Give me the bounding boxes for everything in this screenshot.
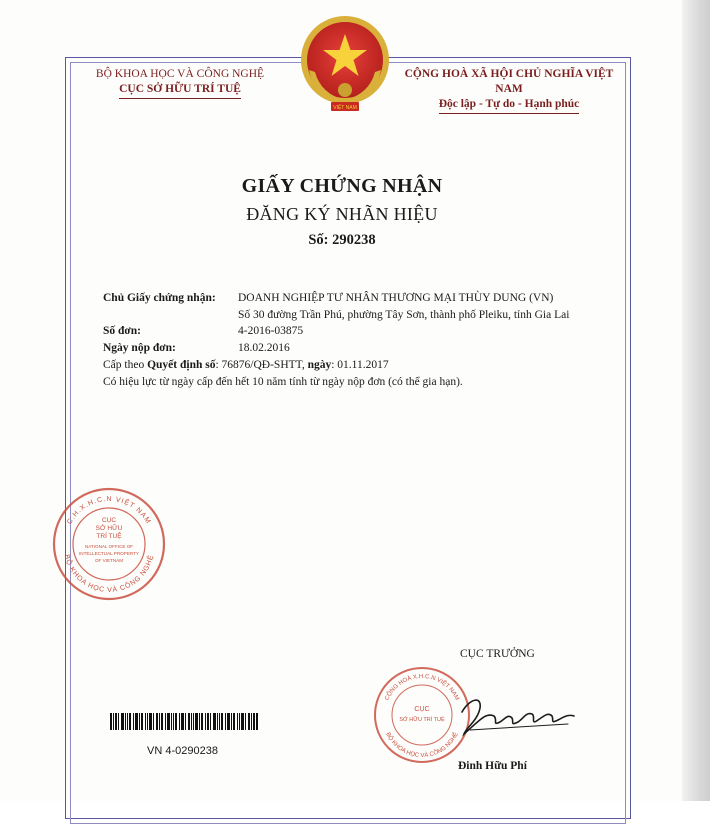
seal-left-center-3: TRÍ TUỆ: [96, 533, 122, 540]
seal-right-bottom-text: BỘ KHOA HỌC VÀ CÔNG NGHỆ: [384, 731, 460, 760]
decision-date-label: ngày: [307, 359, 332, 371]
decision-label: Quyết định số: [147, 359, 216, 371]
national-emblem-icon: [295, 10, 395, 118]
document-title: GIẤY CHỨNG NHẬN: [241, 175, 443, 197]
country-name: CỘNG HOÀ XÃ HỘI CHỦ NGHĨA VIỆT NAM: [404, 68, 614, 95]
barcode-icon: [110, 713, 258, 730]
handwritten-signature-icon: [440, 690, 580, 740]
seal-left-bottom-text: BỘ KHOA HỌC VÀ CÔNG NGHỆ: [62, 553, 156, 595]
national-heading: [393, 67, 625, 114]
decision-line: [103, 359, 389, 371]
seal-right-top-text: CỘNG HOÀ X.H.C.N VIỆT NAM: [384, 673, 460, 702]
certificate-number: Số: 290238: [308, 232, 376, 248]
issuing-authority: [85, 67, 275, 99]
seal-left-en-1: NATIONAL OFFICE OF: [84, 544, 134, 549]
filing-date-value: 18.02.2016: [238, 342, 290, 354]
seal-right-center-1: CỤC: [414, 706, 430, 713]
document-subtitle: ĐĂNG KÝ NHÃN HIỆU: [246, 204, 438, 224]
page-edge-shadow: [682, 0, 710, 801]
application-number-value: 4-2016-03875: [238, 325, 304, 337]
seal-left-top-text: C.H.X.H.C.N VIỆT NAM: [66, 495, 152, 526]
national-motto: Độc lập - Tự do - Hạnh phúc: [439, 97, 580, 114]
office-name: CỤC SỞ HỮU TRÍ TUỆ: [119, 82, 241, 99]
seal-left-center-1: CỤC: [101, 517, 117, 524]
signatory-name: Đinh Hữu Phí: [458, 760, 527, 772]
holder-address: Số 30 đường Trần Phú, phường Tây Sơn, thành phố Pleiku, tỉnh Gia Lai: [238, 309, 570, 321]
barcode-number: VN 4-0290238: [147, 745, 218, 757]
decision-number: : 76876/QĐ-SHTT,: [215, 359, 308, 371]
holder-label: Chủ Giấy chứng nhận:: [103, 292, 216, 304]
seal-left-center-2: SỞ HỮU: [95, 525, 123, 532]
decision-prefix: Cấp theo: [103, 359, 148, 371]
office-seal-icon: [50, 485, 168, 603]
holder-name: DOANH NGHIỆP TƯ NHÂN THƯƠNG MẠI THÙY DUNG (VN): [238, 292, 554, 304]
decision-date: : 01.11.2017: [331, 359, 389, 371]
seal-right-center-2: SỞ HỮU TRÍ TUỆ: [399, 717, 445, 723]
ministry-name: BỘ KHOA HỌC VÀ CÔNG NGHỆ: [95, 68, 265, 80]
application-number-label: Số đơn:: [103, 325, 142, 337]
signatory-title: CỤC TRƯỞNG: [460, 648, 535, 660]
filing-date-label: Ngày nộp đơn:: [103, 342, 176, 354]
validity-statement: Có hiệu lực từ ngày cấp đến hết 10 năm tính từ ngày nộp đơn (có thể gia hạn).: [103, 376, 463, 388]
seal-left-en-3: OF VIETNAM: [94, 558, 124, 563]
seal-left-en-2: INTELLECTUAL PROPERTY: [79, 551, 139, 556]
emblem-ribbon-text: VIỆT NAM: [333, 105, 357, 111]
